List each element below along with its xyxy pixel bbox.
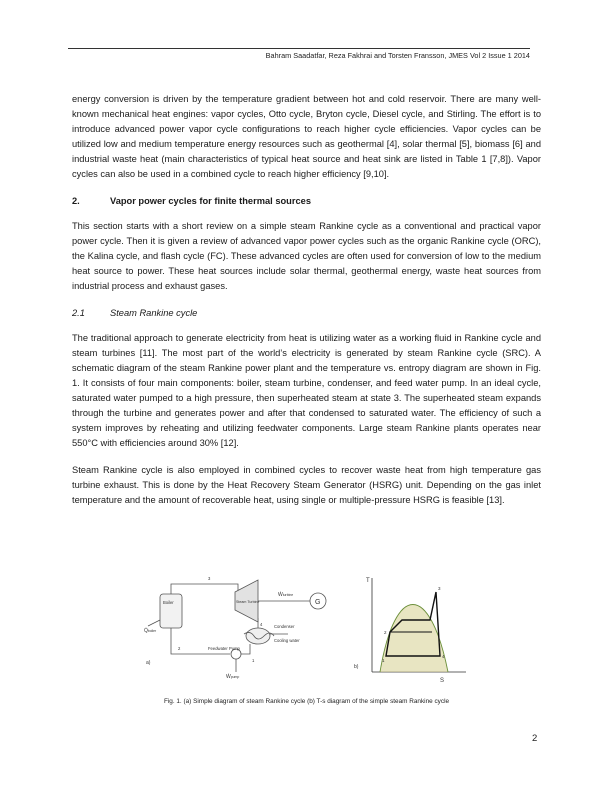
t-axis-label: T — [366, 578, 370, 584]
running-header: Bahram Saadatfar, Reza Fakhrai and Torsten Fransson, JMES Vol 2 Issue 1 2014 — [68, 48, 530, 60]
state-2-label: 2 — [384, 630, 387, 635]
pump-work-label: Ẇpump — [226, 674, 240, 680]
subsection-heading-2-1 — [72, 306, 541, 320]
state-4-label: 4 — [442, 654, 445, 659]
state-4-schematic: 4 — [260, 622, 263, 627]
subsection-title: Steam Rankine cycle — [110, 308, 198, 318]
state-2-schematic: 2 — [178, 646, 181, 651]
state-3-label: 3 — [438, 586, 441, 591]
paragraph-rankine-2: Steam Rankine cycle is also employed in combined cycles to recover waste heat from high temperature gas turbine exhaust. This is done by the Heat Recovery Steam Generator (HSRG) unit. Depending on the gas inlet temperature and the amount of recoverable heat, using single or multiple-pressure HSRG is feasible [13]. — [72, 465, 541, 505]
section-heading-2 — [72, 194, 541, 208]
turbine-work-label: Ẇturbine — [278, 592, 294, 598]
figure-caption: Fig. 1. (a) Simple diagram of steam Rankine cycle (b) T-s diagram of the simple steam Rankine cycle — [163, 698, 450, 705]
part-b-label: b) — [354, 664, 359, 670]
paragraph-section2: This section starts with a short review on a simple steam Rankine cycle as a conventional and practical vapor power cycle. Then it is given a review of advanced vapor power cycles such as the organic Rankine cycle (ORC), the Kalina cycle, and flash cycle (FC). These advanced cycles are often used for conversion of low to the medium heat source to power. These heat sources include solar thermal, geothermal energy, waste heat sources from industrial process and exhaust gases. — [72, 221, 541, 291]
boiler-heat-line — [148, 620, 160, 626]
condenser-label: Condenser — [274, 624, 295, 629]
figure-1 — [140, 572, 470, 684]
generator-label: G — [315, 599, 321, 606]
cooling-water-label: Cooling water — [274, 638, 300, 643]
part-a-label: a) — [146, 660, 151, 666]
section-title: Vapor power cycles for finite thermal sources — [110, 196, 311, 206]
body-text — [72, 92, 541, 520]
condenser-shape — [246, 628, 270, 644]
state-1-label: 1 — [382, 658, 385, 663]
turbine-label: Steam Turbine — [236, 600, 260, 604]
figure-1-drawing — [140, 572, 470, 684]
s-axis-label: S — [440, 678, 445, 684]
pump-label: Feedwater Pump — [208, 646, 240, 651]
state-3-schematic: 3 — [208, 576, 211, 581]
boiler-label: Boiler — [163, 600, 174, 605]
subsection-number: 2.1 — [72, 308, 85, 318]
paragraph-rankine-1: The traditional approach to generate electricity from heat is utilizing water as a working fluid in Rankine cycle and steam turbines [11]. The most part of the world’s electricity is generated by steam Rankine cycle (SRC). A schematic diagram of the steam Rankine power plant and the temperature vs. entropy diagram are shown in Fig. 1. It consists of four main components: boiler, steam turbine, condenser, and feed water pump. In an ideal cycle, saturated water pumped to a high pressure, then superheated steam at state 3. The superheated steam expands through the turbine and generates power and after that condensed to saturated water. The efficiency of such a system improves by reheating and utilizing feedwater components. Large steam Rankine plants operates near 550°C with efficiencies around 30% [12]. — [72, 333, 541, 448]
paragraph-intro: energy conversion is driven by the temperature gradient between hot and cold reservoir. There are many well-known mechanical heat engines: vapor cycles, Otto cycle, Bryton cycle, Diesel cycle, and Stirling. The effort is to introduce advanced power vapor cycle configurations to reach higher cycle efficiencies. Vapor cycles can be utilized low and medium temperature energy resources such as geothermal [4], solar thermal [5], biomass [6] and industrial waste heat (main characteristics of typical heat source and heat sink are listed in Table 1 [7,8]). Vapor cycles can also be used in a combined cycle to reach higher efficiency [9,10]. — [72, 94, 541, 179]
rankine-schematic — [148, 580, 326, 672]
pipe-boiler-to-turbine — [171, 584, 238, 594]
boiler-heat-label: Q̇boiler — [144, 628, 157, 634]
state-1-schematic: 1 — [252, 658, 255, 663]
pipe-condenser-to-pump — [240, 644, 250, 654]
page-number: 2 — [532, 733, 538, 744]
section-number: 2. — [72, 196, 80, 206]
ts-diagram — [372, 578, 466, 672]
